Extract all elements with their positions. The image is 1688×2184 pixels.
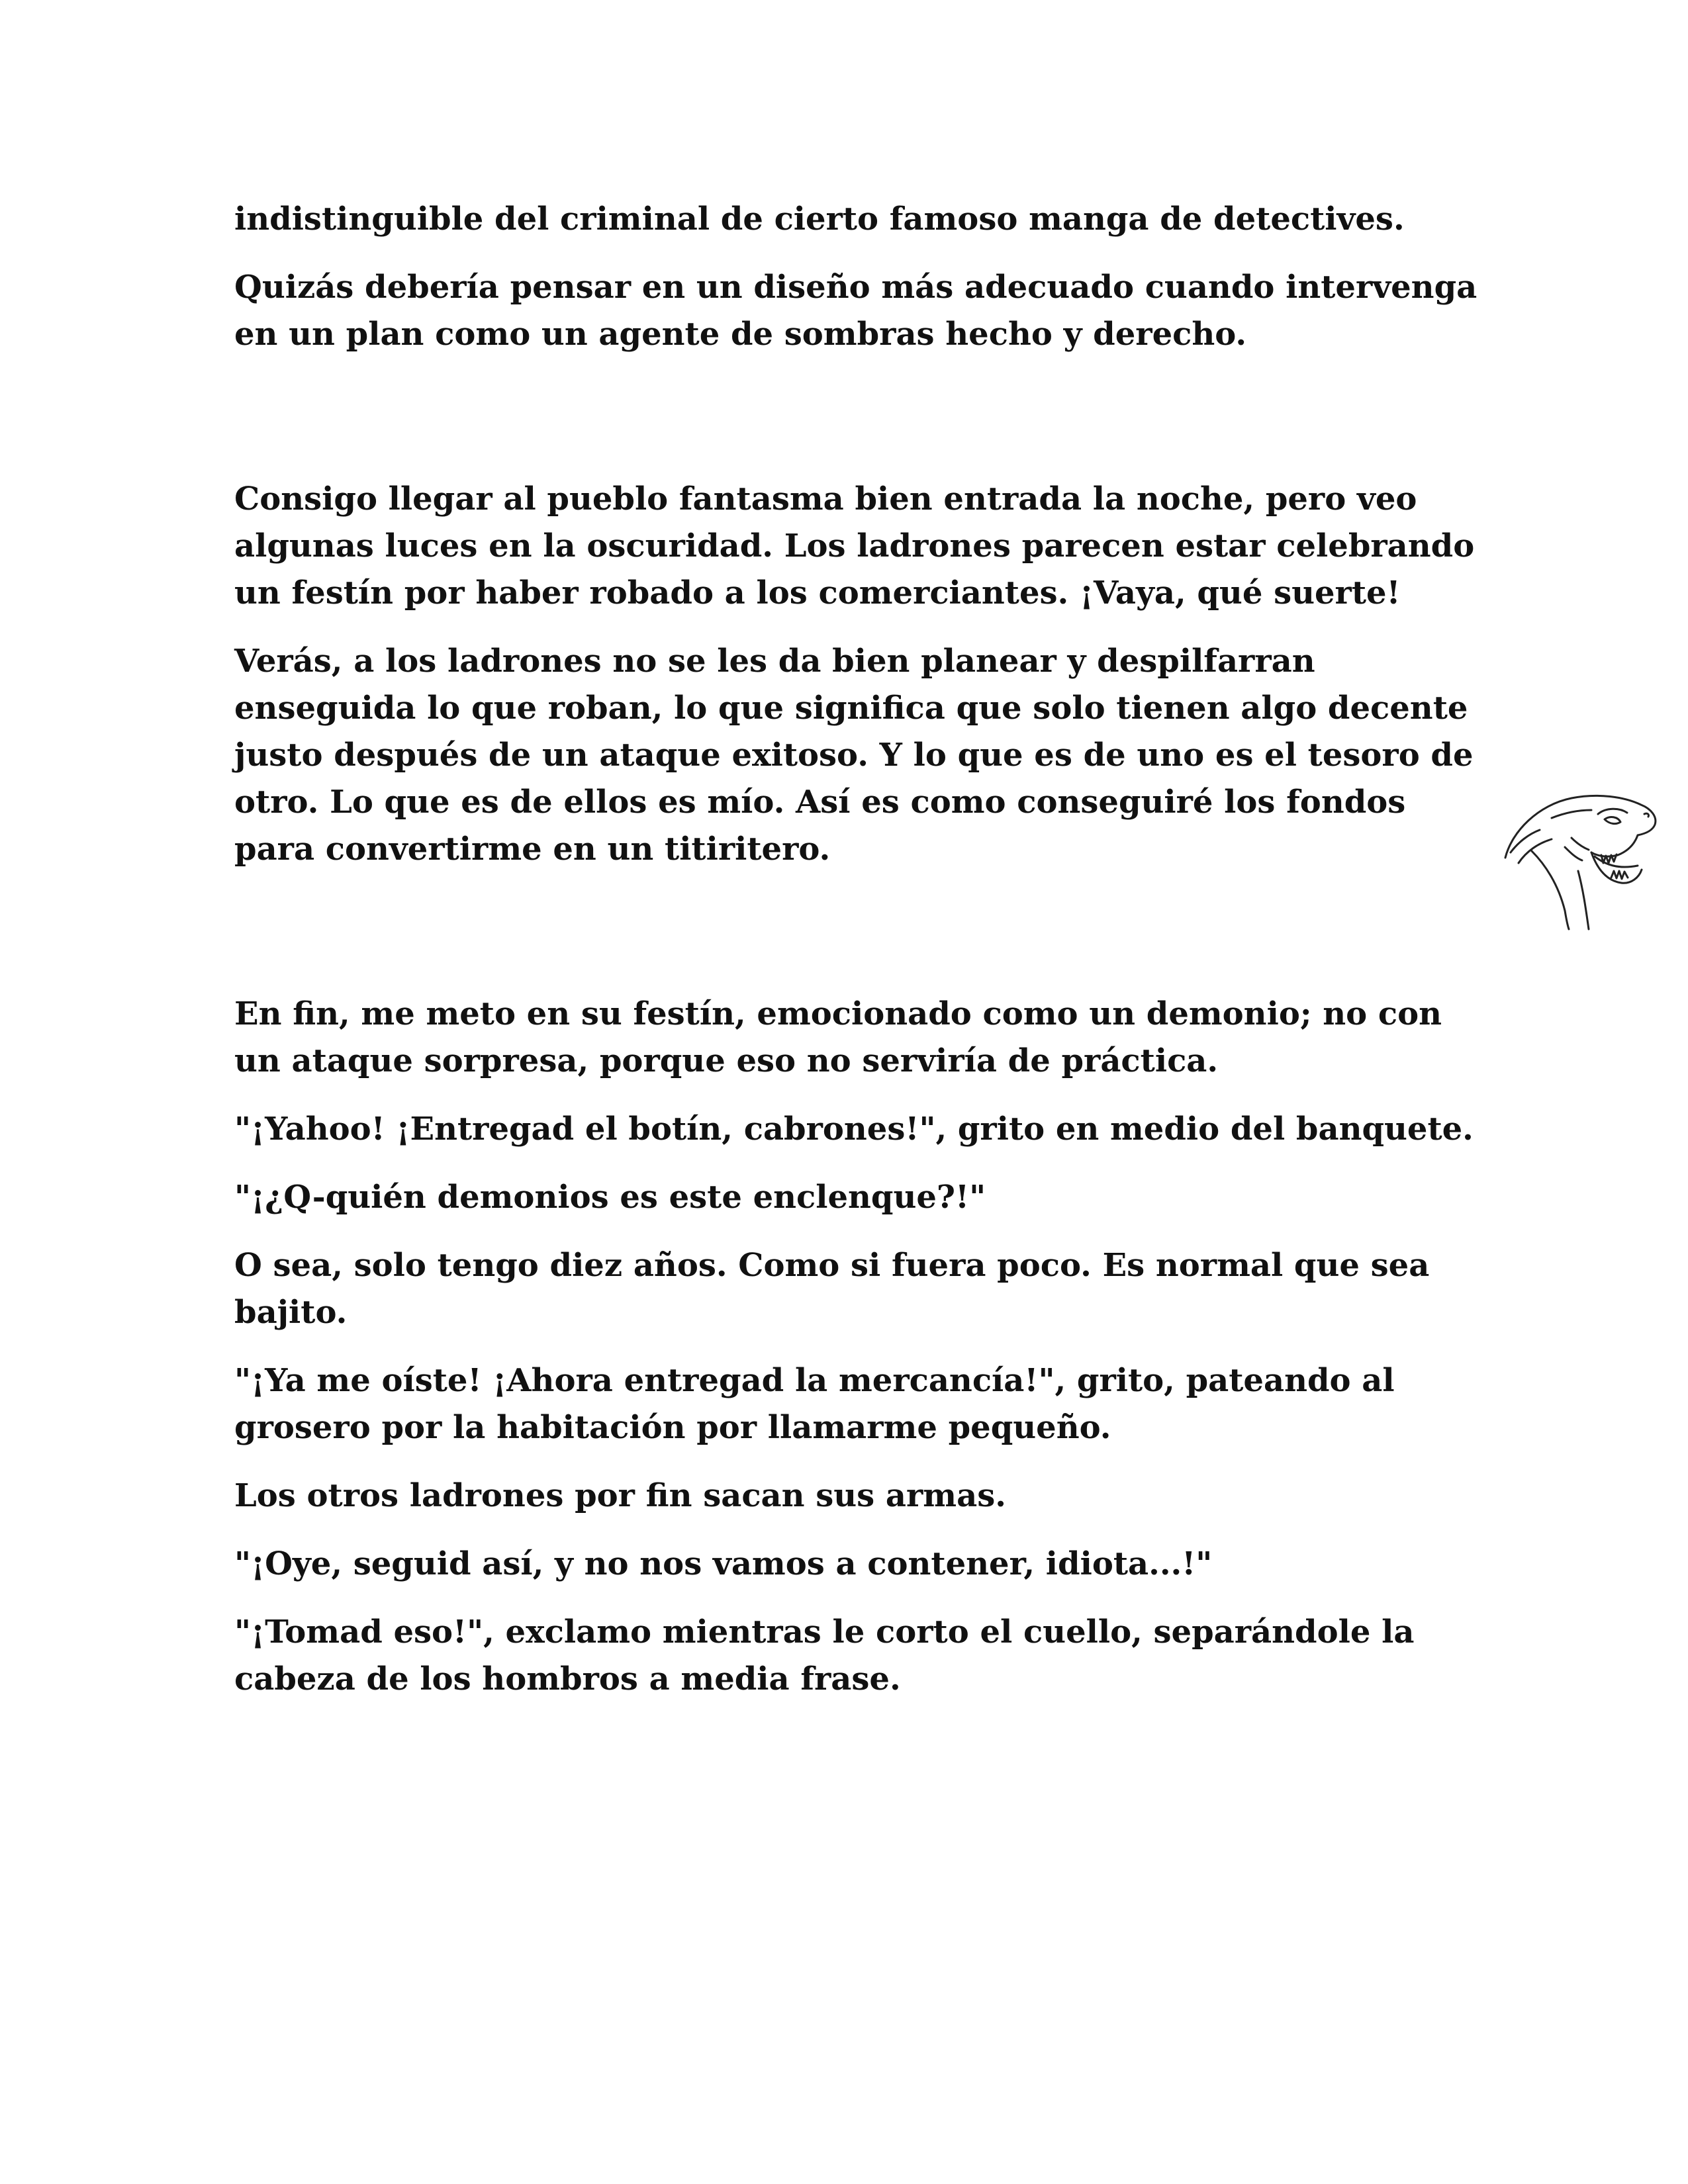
body-text [234,196,1492,1724]
paragraph: "¡¿Q-quién demonios es este enclenque?!" [234,1179,986,1216]
paragraph: "¡Yahoo! ¡Entregad el botín, cabrones!", grito en medio del banquete. [234,1111,1474,1148]
paragraph: indistinguible del criminal de cierto famoso manga de detectives. [234,201,1405,238]
paragraph: Los otros ladrones por fin sacan sus armas. [234,1477,1006,1514]
paragraph: O sea, solo tengo diez años. Como si fuera poco. Es normal que sea bajito. [234,1247,1430,1331]
paragraph: "¡Ya me oíste! ¡Ahora entregad la mercancía!", grito, pateando al grosero por la habitación por llamarme pequeño. [234,1362,1395,1446]
dinosaur-head-sketch-icon [1492,778,1664,932]
paragraph: "¡Oye, seguid así, y no nos vamos a contener, idiota...!" [234,1545,1213,1582]
paragraph: "¡Tomad eso!", exclamo mientras le corto el cuello, separándole la cabeza de los hombros a media frase. [234,1614,1415,1698]
paragraph: Verás, a los ladrones no se les da bien planear y despilfarran enseguida lo que roban, lo que significa que solo tienen algo decente justo después de un ataque exitoso. Y lo que es de uno es el tesoro de otro. Lo que es de ellos es mío. Así es como conseguiré los fondos para convertirme en un titiritero. [234,643,1474,868]
paragraph: Quizás debería pensar en un diseño más adecuado cuando intervenga en un plan como un agente de sombras hecho y derecho. [234,269,1477,353]
paragraph: En fin, me meto en su festín, emocionado como un demonio; no con un ataque sorpresa, porque eso no serviría de práctica. [234,995,1442,1079]
paragraph: Consigo llegar al pueblo fantasma bien entrada la noche, pero veo algunas luces en la oscuridad. Los ladrones parecen estar celebrando un festín por haber robado a los comerciantes. ¡Vaya, qué suerte! [234,480,1475,612]
